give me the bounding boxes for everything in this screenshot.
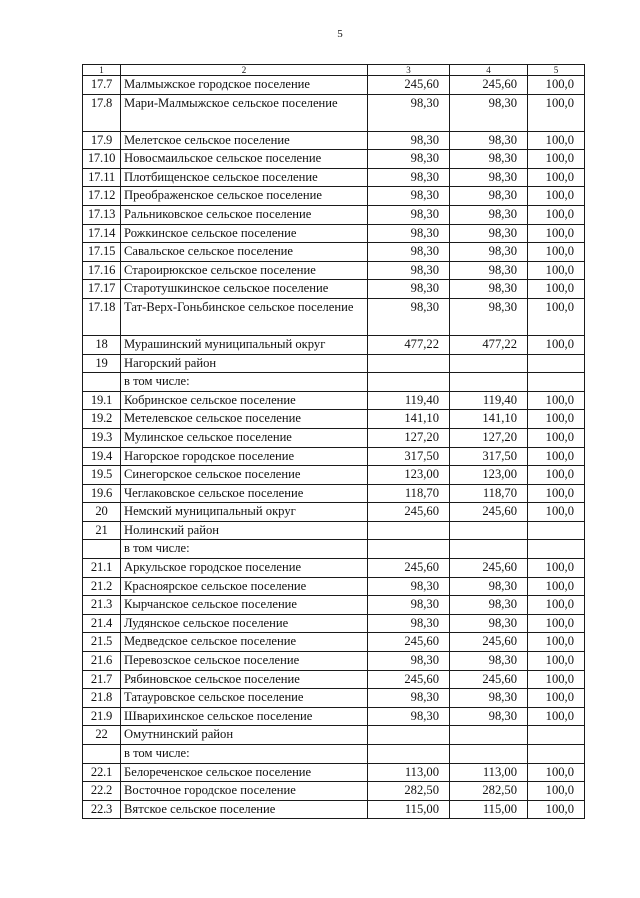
- row-name-cell: Нагорское городское поселение: [121, 447, 368, 466]
- table-row: [83, 428, 585, 447]
- row-number-cell: 22.1: [83, 763, 121, 782]
- row-value-cell: 113,00: [450, 763, 528, 782]
- table-row: [83, 652, 585, 671]
- row-number-cell: 19.6: [83, 484, 121, 503]
- table-row: [83, 131, 585, 150]
- row-value-cell: [450, 745, 528, 764]
- row-number-cell: 17.7: [83, 76, 121, 95]
- row-number-cell: 21.7: [83, 670, 121, 689]
- table-row: [83, 410, 585, 429]
- row-name-cell: Восточное городское поселение: [121, 782, 368, 801]
- row-percent-cell: 100,0: [528, 596, 585, 615]
- row-percent-cell: 100,0: [528, 428, 585, 447]
- table-row: [83, 335, 585, 354]
- row-name-cell: Кобринское сельское поселение: [121, 391, 368, 410]
- row-value-cell: 98,30: [450, 205, 528, 224]
- row-percent-cell: 100,0: [528, 466, 585, 485]
- row-value-cell: 118,70: [368, 484, 450, 503]
- row-name-cell: Мелетское сельское поселение: [121, 131, 368, 150]
- row-number-cell: 17.11: [83, 168, 121, 187]
- row-number-cell: 21.9: [83, 707, 121, 726]
- row-name-cell: Мари-Малмыжское сельское поселение: [121, 94, 368, 131]
- row-value-cell: 98,30: [450, 243, 528, 262]
- row-value-cell: 118,70: [450, 484, 528, 503]
- row-value-cell: 245,60: [450, 503, 528, 522]
- row-value-cell: 282,50: [368, 782, 450, 801]
- row-percent-cell: 100,0: [528, 131, 585, 150]
- row-value-cell: 245,60: [368, 559, 450, 578]
- row-name-cell: Староирюкское сельское поселение: [121, 261, 368, 280]
- row-number-cell: 21.5: [83, 633, 121, 652]
- row-percent-cell: 100,0: [528, 782, 585, 801]
- row-value-cell: 98,30: [368, 150, 450, 169]
- table-row: [83, 354, 585, 373]
- row-value-cell: 317,50: [450, 447, 528, 466]
- row-value-cell: 245,60: [368, 633, 450, 652]
- row-percent-cell: 100,0: [528, 335, 585, 354]
- budget-table: [82, 64, 585, 819]
- header-cell: 5: [528, 65, 585, 76]
- row-percent-cell: 100,0: [528, 484, 585, 503]
- row-name-cell: Нагорский район: [121, 354, 368, 373]
- row-name-cell: Рожкинское сельское поселение: [121, 224, 368, 243]
- row-value-cell: 98,30: [368, 614, 450, 633]
- row-percent-cell: 100,0: [528, 205, 585, 224]
- row-number-cell: 22: [83, 726, 121, 745]
- table-row: [83, 447, 585, 466]
- row-value-cell: 98,30: [450, 168, 528, 187]
- row-percent-cell: 100,0: [528, 614, 585, 633]
- row-value-cell: 119,40: [450, 391, 528, 410]
- row-value-cell: 98,30: [368, 224, 450, 243]
- table-row: [83, 298, 585, 335]
- row-value-cell: 245,60: [368, 503, 450, 522]
- row-value-cell: 141,10: [368, 410, 450, 429]
- row-percent-cell: 100,0: [528, 94, 585, 131]
- row-percent-cell: 100,0: [528, 243, 585, 262]
- row-value-cell: 98,30: [450, 150, 528, 169]
- table-row: [83, 466, 585, 485]
- row-value-cell: 115,00: [450, 800, 528, 819]
- row-value-cell: 477,22: [450, 335, 528, 354]
- row-name-cell: Вятское сельское поселение: [121, 800, 368, 819]
- row-number-cell: 19.2: [83, 410, 121, 429]
- row-number-cell: [83, 745, 121, 764]
- table-row: [83, 763, 585, 782]
- row-percent-cell: 100,0: [528, 763, 585, 782]
- row-value-cell: 98,30: [368, 652, 450, 671]
- table-row: [83, 800, 585, 819]
- row-number-cell: 19.3: [83, 428, 121, 447]
- table-row: [83, 577, 585, 596]
- row-value-cell: 98,30: [368, 261, 450, 280]
- row-name-cell: Синегорское сельское поселение: [121, 466, 368, 485]
- row-percent-cell: 100,0: [528, 447, 585, 466]
- row-number-cell: 19.5: [83, 466, 121, 485]
- row-value-cell: 245,60: [450, 559, 528, 578]
- row-value-cell: 98,30: [368, 168, 450, 187]
- table-row: [83, 596, 585, 615]
- row-value-cell: [450, 373, 528, 392]
- row-number-cell: 21.6: [83, 652, 121, 671]
- table-row: [83, 94, 585, 131]
- row-number-cell: 17.12: [83, 187, 121, 206]
- row-percent-cell: 100,0: [528, 76, 585, 95]
- table-row: [83, 559, 585, 578]
- row-number-cell: 17.15: [83, 243, 121, 262]
- row-value-cell: 477,22: [368, 335, 450, 354]
- row-number-cell: 19: [83, 354, 121, 373]
- row-name-cell: Метелевское сельское поселение: [121, 410, 368, 429]
- row-number-cell: 21.4: [83, 614, 121, 633]
- row-name-cell: Медведское сельское поселение: [121, 633, 368, 652]
- row-number-cell: [83, 540, 121, 559]
- table-header-row: [83, 65, 585, 76]
- row-percent-cell: 100,0: [528, 503, 585, 522]
- row-value-cell: [368, 354, 450, 373]
- row-value-cell: 115,00: [368, 800, 450, 819]
- table-row: [83, 633, 585, 652]
- row-value-cell: 123,00: [450, 466, 528, 485]
- row-percent-cell: 100,0: [528, 410, 585, 429]
- row-number-cell: 17.17: [83, 280, 121, 299]
- row-value-cell: 127,20: [450, 428, 528, 447]
- row-value-cell: 98,30: [450, 689, 528, 708]
- row-value-cell: 98,30: [368, 131, 450, 150]
- row-value-cell: 98,30: [368, 577, 450, 596]
- table-row: [83, 76, 585, 95]
- row-percent-cell: 100,0: [528, 707, 585, 726]
- table-row: [83, 280, 585, 299]
- row-value-cell: 98,30: [450, 596, 528, 615]
- row-percent-cell: 100,0: [528, 168, 585, 187]
- table-row: [83, 187, 585, 206]
- row-percent-cell: [528, 354, 585, 373]
- table-row: [83, 521, 585, 540]
- row-name-cell: Новосмаильское сельское поселение: [121, 150, 368, 169]
- table-row: [83, 205, 585, 224]
- row-name-cell: Перевозское сельское поселение: [121, 652, 368, 671]
- row-percent-cell: 100,0: [528, 652, 585, 671]
- table-row: [83, 503, 585, 522]
- row-name-cell: Плотбищенское сельское поселение: [121, 168, 368, 187]
- row-name-cell: Татауровское сельское поселение: [121, 689, 368, 708]
- row-number-cell: 17.9: [83, 131, 121, 150]
- row-percent-cell: 100,0: [528, 261, 585, 280]
- row-value-cell: 98,30: [368, 94, 450, 131]
- row-value-cell: [368, 521, 450, 540]
- row-number-cell: 17.18: [83, 298, 121, 335]
- table-row: [83, 391, 585, 410]
- table-row: [83, 261, 585, 280]
- row-percent-cell: [528, 373, 585, 392]
- row-percent-cell: 100,0: [528, 150, 585, 169]
- table-row: [83, 726, 585, 745]
- row-value-cell: 98,30: [368, 243, 450, 262]
- row-percent-cell: 100,0: [528, 187, 585, 206]
- row-value-cell: [368, 373, 450, 392]
- row-value-cell: 119,40: [368, 391, 450, 410]
- row-value-cell: [368, 540, 450, 559]
- row-value-cell: [368, 745, 450, 764]
- row-number-cell: 18: [83, 335, 121, 354]
- row-percent-cell: 100,0: [528, 577, 585, 596]
- table-row: [83, 782, 585, 801]
- row-number-cell: 22.3: [83, 800, 121, 819]
- row-percent-cell: 100,0: [528, 670, 585, 689]
- row-name-cell: в том числе:: [121, 540, 368, 559]
- row-value-cell: 245,60: [450, 633, 528, 652]
- row-value-cell: 245,60: [368, 670, 450, 689]
- row-value-cell: [450, 354, 528, 373]
- table-row: [83, 689, 585, 708]
- row-name-cell: Рябиновское сельское поселение: [121, 670, 368, 689]
- row-name-cell: Лудянское сельское поселение: [121, 614, 368, 633]
- row-name-cell: Преображенское сельское поселение: [121, 187, 368, 206]
- row-percent-cell: [528, 745, 585, 764]
- row-number-cell: 21.2: [83, 577, 121, 596]
- row-percent-cell: [528, 521, 585, 540]
- row-percent-cell: 100,0: [528, 800, 585, 819]
- row-name-cell: Чеглаковское сельское поселение: [121, 484, 368, 503]
- row-number-cell: 17.13: [83, 205, 121, 224]
- row-value-cell: 98,30: [450, 707, 528, 726]
- row-value-cell: 98,30: [368, 187, 450, 206]
- row-number-cell: 22.2: [83, 782, 121, 801]
- row-value-cell: 127,20: [368, 428, 450, 447]
- row-value-cell: 98,30: [450, 577, 528, 596]
- table-row: [83, 614, 585, 633]
- row-name-cell: Красноярское сельское поселение: [121, 577, 368, 596]
- row-name-cell: Белореченское сельское поселение: [121, 763, 368, 782]
- row-number-cell: 17.16: [83, 261, 121, 280]
- table-row: [83, 243, 585, 262]
- row-value-cell: 245,60: [368, 76, 450, 95]
- row-name-cell: Ральниковское сельское поселение: [121, 205, 368, 224]
- row-number-cell: 17.8: [83, 94, 121, 131]
- row-value-cell: [450, 521, 528, 540]
- row-name-cell: Савальское сельское поселение: [121, 243, 368, 262]
- header-cell: 3: [368, 65, 450, 76]
- table-row: [83, 745, 585, 764]
- row-name-cell: Малмыжское городское поселение: [121, 76, 368, 95]
- table-row: [83, 484, 585, 503]
- row-name-cell: Кырчанское сельское поселение: [121, 596, 368, 615]
- row-number-cell: 21.3: [83, 596, 121, 615]
- row-number-cell: 21.8: [83, 689, 121, 708]
- row-value-cell: 123,00: [368, 466, 450, 485]
- row-name-cell: Мурашинский муниципальный округ: [121, 335, 368, 354]
- header-cell: 2: [121, 65, 368, 76]
- row-percent-cell: [528, 726, 585, 745]
- row-number-cell: 17.10: [83, 150, 121, 169]
- row-number-cell: 20: [83, 503, 121, 522]
- row-value-cell: 98,30: [368, 298, 450, 335]
- row-value-cell: [450, 540, 528, 559]
- row-percent-cell: 100,0: [528, 298, 585, 335]
- row-value-cell: 245,60: [450, 76, 528, 95]
- row-percent-cell: 100,0: [528, 391, 585, 410]
- row-name-cell: Аркульское городское поселение: [121, 559, 368, 578]
- row-percent-cell: 100,0: [528, 559, 585, 578]
- table-body: [83, 65, 585, 819]
- row-value-cell: [450, 726, 528, 745]
- header-cell: 1: [83, 65, 121, 76]
- table-row: [83, 373, 585, 392]
- row-name-cell: в том числе:: [121, 745, 368, 764]
- row-number-cell: 21.1: [83, 559, 121, 578]
- row-value-cell: 98,30: [450, 280, 528, 299]
- table-row: [83, 224, 585, 243]
- row-value-cell: 98,30: [450, 652, 528, 671]
- header-cell: 4: [450, 65, 528, 76]
- row-name-cell: Старотушкинское сельское поселение: [121, 280, 368, 299]
- row-number-cell: 17.14: [83, 224, 121, 243]
- row-value-cell: 98,30: [450, 187, 528, 206]
- row-name-cell: Нолинский район: [121, 521, 368, 540]
- row-value-cell: 98,30: [450, 261, 528, 280]
- row-value-cell: 282,50: [450, 782, 528, 801]
- row-percent-cell: 100,0: [528, 689, 585, 708]
- table-row: [83, 540, 585, 559]
- table-row: [83, 150, 585, 169]
- row-number-cell: [83, 373, 121, 392]
- row-value-cell: 98,30: [450, 614, 528, 633]
- row-name-cell: Немский муниципальный округ: [121, 503, 368, 522]
- row-name-cell: Мулинское сельское поселение: [121, 428, 368, 447]
- row-value-cell: 98,30: [450, 224, 528, 243]
- row-value-cell: 98,30: [368, 205, 450, 224]
- row-number-cell: 21: [83, 521, 121, 540]
- row-percent-cell: 100,0: [528, 224, 585, 243]
- row-value-cell: 245,60: [450, 670, 528, 689]
- row-value-cell: 98,30: [368, 689, 450, 708]
- row-value-cell: 98,30: [368, 707, 450, 726]
- row-name-cell: в том числе:: [121, 373, 368, 392]
- table-row: [83, 707, 585, 726]
- table-row: [83, 670, 585, 689]
- row-number-cell: 19.4: [83, 447, 121, 466]
- row-value-cell: 141,10: [450, 410, 528, 429]
- row-name-cell: Омутнинский район: [121, 726, 368, 745]
- table-row: [83, 168, 585, 187]
- row-percent-cell: 100,0: [528, 633, 585, 652]
- row-percent-cell: [528, 540, 585, 559]
- row-value-cell: 113,00: [368, 763, 450, 782]
- row-value-cell: 98,30: [450, 94, 528, 131]
- row-value-cell: 98,30: [368, 596, 450, 615]
- row-name-cell: Тат-Верх-Гоньбинское сельское поселение: [121, 298, 368, 335]
- row-value-cell: [368, 726, 450, 745]
- row-value-cell: 98,30: [450, 131, 528, 150]
- row-value-cell: 98,30: [450, 298, 528, 335]
- page-number: 5: [337, 28, 343, 40]
- row-name-cell: Шварихинское сельское поселение: [121, 707, 368, 726]
- row-value-cell: 317,50: [368, 447, 450, 466]
- row-number-cell: 19.1: [83, 391, 121, 410]
- row-percent-cell: 100,0: [528, 280, 585, 299]
- row-value-cell: 98,30: [368, 280, 450, 299]
